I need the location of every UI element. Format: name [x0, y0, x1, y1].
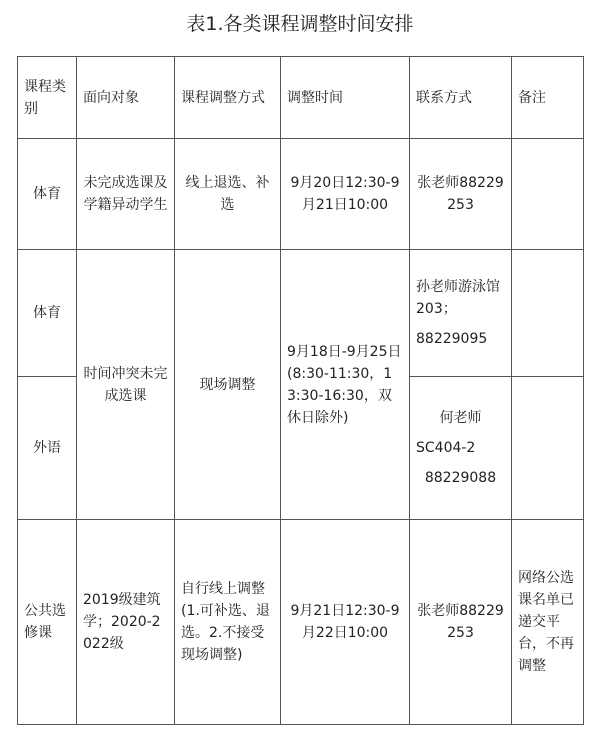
- header-row: [18, 57, 584, 139]
- header-cell-note: 备注: [512, 57, 584, 139]
- contact-cell: 张老师88229253: [410, 520, 512, 725]
- method-cell: 自行线上调整(1.可补选、退选。2.不接受现场调整): [175, 520, 281, 725]
- header-cell-audience: 面向对象: [77, 57, 175, 139]
- schedule-table: [17, 56, 584, 725]
- time-cell: 9月20日12:30-9月21日10:00: [281, 139, 410, 250]
- note-cell: [512, 250, 584, 377]
- contact-line: SC404-2: [416, 440, 476, 456]
- contact-cell: 张老师88229253: [410, 139, 512, 250]
- category-cell: 公共选修课: [18, 520, 77, 725]
- note-cell: [512, 377, 584, 520]
- contact-cell: [410, 250, 512, 377]
- table-row: [18, 139, 584, 250]
- contact-line: 88229088: [424, 470, 497, 486]
- contact-line: 孙老师游泳馆203；: [416, 279, 500, 317]
- method-cell: 线上退选、补选: [175, 139, 281, 250]
- time-cell: 9月21日12:30-9月22日10:00: [281, 520, 410, 725]
- note-cell: 网络公选课名单已递交平台，不再调整: [512, 520, 584, 725]
- category-cell: 体育: [18, 139, 77, 250]
- audience-cell: 2019级建筑学；2020-2022级: [77, 520, 175, 725]
- method-cell: 现场调整: [175, 250, 281, 520]
- audience-cell: 时间冲突未完成选课: [77, 250, 175, 520]
- table-row: [18, 520, 584, 725]
- contact-line: 88229095: [416, 331, 488, 347]
- table-row: [18, 250, 584, 377]
- header-cell-time: 调整时间: [281, 57, 410, 139]
- audience-cell: 未完成选课及学籍异动学生: [77, 139, 175, 250]
- category-cell: 体育: [18, 250, 77, 377]
- table-title: 表1.各类课程调整时间安排: [186, 13, 414, 35]
- time-cell: 9月18日-9月25日(8:30-11:30，13:30-16:30，双休日除外): [281, 250, 410, 520]
- contact-line: 何老师: [439, 410, 482, 426]
- header-cell-contact: 联系方式: [410, 57, 512, 139]
- header-cell-category: 课程类别: [18, 57, 77, 139]
- header-cell-method: 课程调整方式: [175, 57, 281, 139]
- contact-cell: [410, 377, 512, 520]
- category-cell: 外语: [18, 377, 77, 520]
- note-cell: [512, 139, 584, 250]
